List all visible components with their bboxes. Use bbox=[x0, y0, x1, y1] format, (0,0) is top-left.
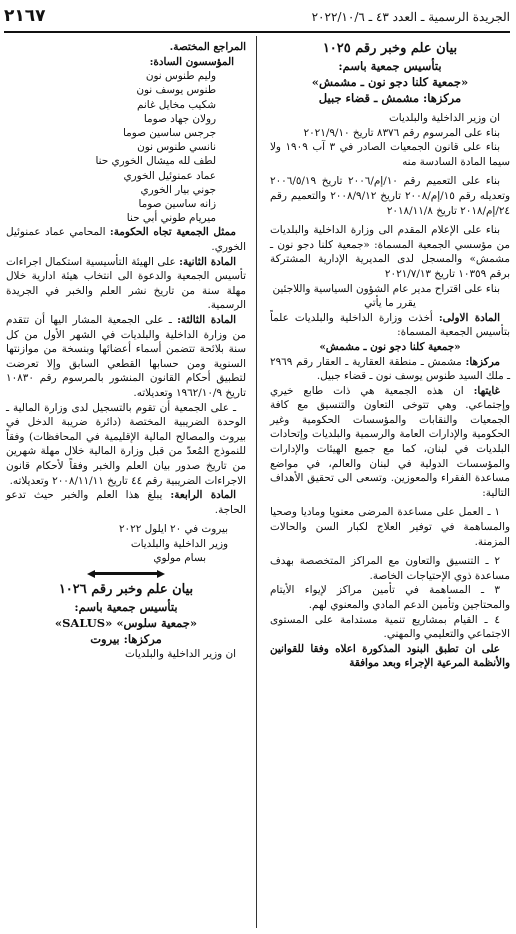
goal-paragraph bbox=[270, 384, 510, 501]
founder-item: زانه ساسين صوما bbox=[138, 198, 216, 211]
article-1-label: المادة الاولى: bbox=[438, 311, 500, 324]
notice-2-name-en: «SALUS» bbox=[54, 616, 113, 631]
notice-2-title: بيان علم وخبر رقم ١٠٢٦ bbox=[58, 582, 194, 598]
signer-title: وزير الداخلية والبلديات bbox=[130, 537, 228, 550]
article-3-text: ـ على الجمعية المشار اليها أن تتقدم من وزارة الداخلية والبلديات في الشهر الأول من كل سنة بلائحة تتضمن أسماء أعضائها وبنسخة من موازنتها السنوية ومن حسابها القطعي السابق وإلا تعرضت لتطبيق أحكام القانون المنشور بالمرسوم رقم ١٠٨٣٠ تاريخ ١٩٦٢/١٠/٩ وتعديلاته. bbox=[6, 313, 246, 399]
minister-line: ان وزير الداخلية والبلديات bbox=[389, 112, 500, 124]
section-separator bbox=[91, 572, 161, 575]
notice-2-name-ar: «جمعية سلوس» bbox=[116, 616, 198, 631]
founder-item: طنوس يوسف نون bbox=[136, 84, 216, 97]
hq-text: مشمش ـ منطقة العقارية ـ العقار رقم ٢٩٦٩ ـ ملك السيد طنوس يوسف نون ـ قضاء جبيل. bbox=[270, 355, 510, 383]
notice-title: بيان علم وخبر رقم ١٠٢٥ bbox=[322, 41, 458, 56]
notice-2-minister: ان وزير الداخلية والبلديات bbox=[125, 648, 236, 661]
article-4-label: المادة الرابعة: bbox=[170, 489, 236, 502]
article-3 bbox=[6, 313, 246, 401]
preamble-3: بناء على التعميم رقم ١٠/إم/٢٠٠٦ تاريخ ٢٠٠٦/٥/١٩ وتعديله رقم ١٥/إم/٢٠٠٨ تاريخ ٢٠٠٨/٩/١٢ والتعميم رقم ٢٤/إم/٢٠١٨ تاريخ ٢٠١٨/١١/٨ bbox=[270, 175, 510, 217]
founder-item: نانسي طنوس نون bbox=[137, 141, 216, 154]
association-hq: مركزها: مشمش ـ قضاء جبيل bbox=[318, 91, 462, 105]
hq-paragraph bbox=[270, 355, 510, 384]
column-divider bbox=[256, 36, 257, 928]
closing-paragraph: على ان تطبق البنود المذكورة اعلاه وفقا للقوانين والأنظمة المرعية الإجراء وبعد موافقة bbox=[270, 642, 510, 670]
founder-item: جرجس ساسين صوما bbox=[123, 127, 216, 139]
article-2-label: المادة الثانية: bbox=[179, 255, 237, 268]
right-column bbox=[270, 40, 510, 671]
article-1-text: أخذت وزارة الداخلية والبلديات علماً بتأسيس الجمعية المسماة: bbox=[270, 311, 510, 339]
preamble-5: بناء على اقتراح مدير عام الشؤون السياسية واللاجئين bbox=[272, 282, 500, 295]
article-1-name: «جمعية كلنا دجو نون ـ مشمش» bbox=[319, 340, 461, 353]
signer-name: بسام مولوي bbox=[153, 552, 206, 565]
notice-2-subtitle: بتأسيس جمعية باسم: bbox=[74, 600, 178, 615]
page-number: ٢١٦٧ bbox=[4, 6, 46, 26]
association-name: «جمعية كلنا دجو نون ـ مشمش» bbox=[311, 75, 469, 89]
founder-item: عماد عمنوئيل الخوري bbox=[123, 169, 216, 182]
goal-item-3: ٣ ـ المساهمة في تأمين مراكز لإيواء الأيتام والمحتاجين وتأمين الدعم المادي والمعنوي لهم. bbox=[270, 584, 510, 611]
founder-item: لطف لله ميشال الخوري حنا bbox=[95, 155, 216, 168]
references-title: المراجع المختصة. bbox=[169, 41, 246, 53]
goal-item-2: ٢ ـ التنسيق والتعاون مع المراكز المتخصصة بهدف مساعدة ذوي الإحتياجات الخاصة. bbox=[270, 555, 510, 582]
article-1 bbox=[270, 311, 510, 340]
goal-item-1: ١ ـ العمل على مساعدة المرضى معنويا وماديا وصحيا والمساهمة في توفير العلاج لكبار السن والحالات المزمنة. bbox=[270, 506, 510, 548]
page-header bbox=[4, 4, 510, 30]
article-2-text: على الهيئة التأسيسية استكمال اجراءات تأسيس الجمعية والدعوة الى انتخاب هيئة ادارية خلال مهلة سنة من تاريخ نشر العلم والخبر في الجريدة الرسمية. bbox=[6, 255, 246, 312]
article-4 bbox=[6, 488, 246, 517]
founder-item: شكيب مخايل غانم bbox=[137, 98, 216, 111]
notice-2-hq: مركزها: بيروت bbox=[90, 632, 162, 647]
founder-item: وليم طنوس نون bbox=[145, 70, 216, 83]
founders-title: المؤسسون السادة: bbox=[149, 55, 234, 68]
representative bbox=[6, 225, 246, 254]
preamble-4: بناء على الإعلام المقدم الى وزارة الداخلية والبلديات من مؤسسي الجمعية المسماة: «جمعية كلنا دجو نون ـ مشمش» والمسجل لدى المديرية الإدارية المشتركة برقم ١٠٣٥٩ تاريخ ٢٠٢١/٧/١٣ bbox=[270, 224, 510, 280]
date-line: بيروت في ٢٠ ايلول ٢٠٢٢ bbox=[118, 523, 228, 536]
representative-text: المحامي عماد عمنوئيل الخوري. bbox=[6, 226, 246, 254]
preamble-2: بناء على قانون الجمعيات الصادر في ٣ آب ١٩٠٩ ولا سيما المادة السادسة منه bbox=[270, 141, 510, 168]
notice-subtitle: بتأسيس جمعية باسم: bbox=[338, 59, 442, 73]
founder-item: ميريام طوني أبي حنا bbox=[126, 212, 216, 225]
notice-2-name bbox=[6, 615, 246, 631]
representative-label: ممثل الجمعية تجاه الحكومة: bbox=[109, 226, 236, 239]
decides-line: يقرر ما يأتي bbox=[364, 297, 416, 310]
article-2 bbox=[6, 255, 246, 313]
article-3-label: المادة الثالثة: bbox=[177, 313, 237, 326]
founder-item: رولان جهاد صوما bbox=[143, 112, 216, 125]
goal-text: ان هذه الجمعية هي ذات طابع خيري وإجتماعي. وهي تتوخى التعاون والتنسيق مع كافة الجمعيات والنقابات والمؤسسات الحكومية وغير الحكومية والإدارات العامة والرسمية والبلديات وإتحادات البلديات في لبنان، كما مع جميع الهيئات والإدارات والمؤسسات الدولية في لبنان والعالم، في مواضع مساعدة الفقراء والمعوزين. وتسعى الى تحقيق الأهداف التالية: bbox=[270, 384, 510, 499]
article-3-b: ـ على الجمعية أن تقوم بالتسجيل لدى وزارة المالية ـ الوحدة الضريبية المختصة (دائرة ضريبة الدخل في بيروت والمصالح المالية الإقليمية في المحافظات) وفقاً للنموذج المُعدّ من قبل وزارة المالية خلال مهلة شهرين من تاريخ صدور بيان العلم والخبر وفقاً لأحكام قانون الاجراءات الضريبية رقم ٤٤ تاريخ ٢٠٠٨/١١/١١ وتعديلاته. bbox=[6, 401, 246, 487]
hq-label: مركزها: bbox=[465, 355, 500, 368]
founders-list bbox=[6, 69, 246, 225]
goal-item-4: ٤ ـ القيام بمشاريع تنمية مستدامة على المستوى الاجتماعي والتعليمي والمهني. bbox=[270, 613, 510, 641]
gazette-title: الجريدة الرسمية ـ العدد ٤٣ ـ ٢٠٢٢/١٠/٦ bbox=[311, 10, 510, 24]
preamble-1: بناء على المرسوم رقم ٨٣٧٦ تاريخ ٢٠٢١/٩/١٠ bbox=[303, 126, 500, 139]
article-4-text: يبلغ هذا العلم والخبر حيث تدعو الحاجة. bbox=[6, 489, 246, 516]
left-column bbox=[6, 40, 246, 662]
founder-item: جوني بيار الخوري bbox=[140, 183, 216, 196]
goal-label: غايتها: bbox=[473, 384, 500, 397]
header-rule bbox=[4, 31, 510, 33]
